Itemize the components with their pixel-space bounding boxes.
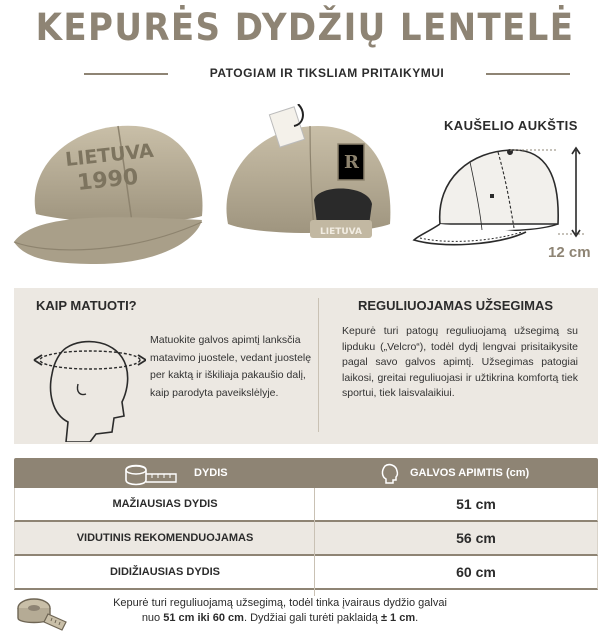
page-subtitle: PATOGIAM IR TIKSLIAM PRITAIKYMUI: [209, 66, 445, 80]
footer-line1: Kepurė turi reguliuojamą užsegimą, todėl tinka įvairaus dydžio galvai: [113, 597, 447, 609]
size-value: 51 cm: [456, 496, 496, 512]
size-label: DIDIŽIAUSIAS DYDIS: [109, 566, 220, 578]
table-column-divider: [314, 488, 315, 596]
info-divider: [318, 298, 319, 432]
front-embroidery-line2: 1990: [76, 164, 140, 196]
front-embroidery-line1: LIETUVA: [64, 139, 155, 171]
back-patch-text: LIETUVA: [320, 227, 362, 237]
size-label: VIDUTINIS REKOMENDUOJAMAS: [76, 532, 254, 544]
footer-range: 51 cm iki 60 cm: [163, 612, 244, 624]
subtitle-rule-right: [486, 73, 570, 75]
svg-text:R: R: [344, 152, 359, 173]
velcro-description: Kepurė turi patogų reguliuojamą užsegimą su lipduku („Velcro“), todėl dydį lengvai prisitaikysite pagal savo galvos apimtį. Užsegimas patogiai laikosi, greitai reguliuojasi ir užtikrina komfortą tiek sportui, tiek laisvalaikiui.: [342, 325, 578, 399]
tape-roll-icon: [14, 590, 68, 636]
table-row: [14, 488, 598, 522]
cap-front-photo: [6, 104, 216, 274]
head-profile-icon: [378, 462, 400, 484]
velcro-title: REGULIUOJAMAS UŽSEGIMAS: [358, 298, 554, 313]
col-header-size: DYDIS: [194, 467, 228, 479]
cap-height-value: 12 cm: [548, 244, 591, 261]
size-table-header: [14, 458, 598, 488]
footer-note: [70, 596, 490, 626]
table-row: [14, 556, 598, 590]
size-table: [14, 458, 598, 590]
measure-description: Matuokite galvos apimtį lanksčia matavimo juostele, vedant juostelę per kaktą ir iškiliaja pakaušio dalį, kaip parodyta paveikslėlyje.: [150, 334, 312, 399]
footer-prefix: nuo: [141, 612, 164, 624]
size-value: 56 cm: [456, 530, 496, 546]
head-measure-icon: [26, 322, 146, 442]
cap-height-title: KAUŠELIO AUKŠTIS: [444, 118, 578, 133]
footer-tolerance: ± 1 cm: [380, 612, 416, 624]
footer-mid: . Dydžiai gali turėti paklaidą: [243, 612, 381, 624]
footer-end: .: [415, 612, 419, 624]
cap-back-photo: [218, 104, 398, 274]
measuring-tape-icon: [120, 460, 180, 488]
measure-title: KAIP MATUOTI?: [36, 298, 137, 313]
size-value: 60 cm: [456, 564, 496, 580]
page-title: KEPURĖS DYDŽIŲ LENTELĖ: [35, 6, 575, 49]
subtitle-rule-left: [84, 73, 168, 75]
size-label: MAŽIAUSIAS DYDIS: [112, 498, 218, 510]
footer-line2: [70, 611, 490, 626]
table-row: [14, 522, 598, 556]
subtitle-row: [84, 64, 570, 84]
col-header-circumference: GALVOS APIMTIS (cm): [410, 467, 530, 479]
